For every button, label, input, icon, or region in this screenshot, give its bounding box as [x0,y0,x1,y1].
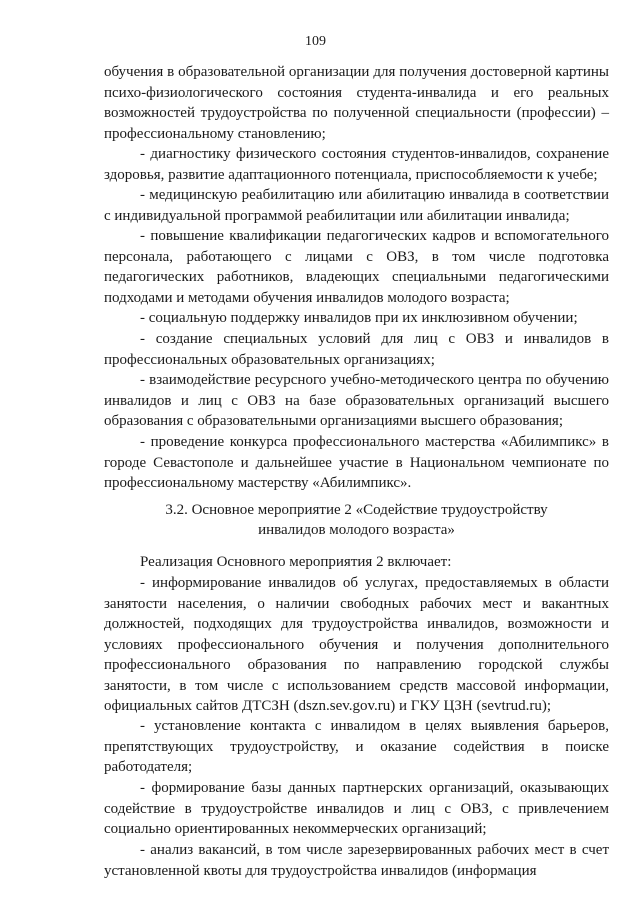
section-heading-line-1: 3.2. Основное мероприятие 2 «Содействие трудоустройству [165,502,548,518]
paragraph-intro: Реализация Основного мероприятия 2 включает: [140,554,452,570]
section-heading-line-2: инвалидов молодого возраста» [258,522,455,538]
list-item-vacancy-analysis: - анализ вакансий, в том числе зарезервированных рабочих мест в счет установленной квоты для трудоустройства инвалидов (информация [104,842,609,879]
paragraph-continuation: обучения в образовательной организации для получения достоверной картины психо-физиологического состояния студента-инвалида и его реальных возможностей трудоустройства по полученной специальности (профессии) – профессиональному становлению; [104,64,609,142]
list-item-abilympics: - проведение конкурса профессионального мастерства «Абилимпикс» в городе Севастополе и дальнейшее участие в Национальном чемпионате по профессиональному мастерству «Абилимпикс». [104,434,609,491]
list-item-partner-database: - формирование базы данных партнерских организаций, оказывающих содействие в трудоустройстве инвалидов и лиц с ОВЗ, с привлечением социально ориентированных некоммерческих организаций; [104,780,609,837]
list-item-informing: - информирование инвалидов об услугах, предоставляемых в области занятости населения, о наличии свободных рабочих мест и вакантных должностей, подходящих для трудоустройства инвалидов, возможности и условиях профессионального обучения и получения дополнительного профессионального образования по направлению городской службы занятости, в том числе с использованием средств массовой информации, официальных сайтов ДТСЗН (dszn.sev.gov.ru) и ГКУ ЦЗН (sevtrud.ru); [104,575,609,714]
page-number: 109 [305,34,326,49]
list-item-special-conditions: - создание специальных условий для лиц с ОВЗ и инвалидов в профессиональных образовательных организациях; [104,331,609,368]
list-item-diagnostics: - диагностику физического состояния студентов-инвалидов, сохранение здоровья, развитие адаптационного потенциала, приспособляемости к учебе; [104,146,609,183]
list-item-staff-qualification: - повышение квалификации педагогических кадров и вспомогательного персонала, работающего с лицами с ОВЗ, в том числе подготовка педагогических работников, владеющих специальными педагогическими подходами и методами обучения инвалидов молодого возраста; [104,228,609,306]
list-item-medical-rehabilitation: - медицинскую реабилитацию или абилитацию инвалида в соответствии с индивидуальной программой реабилитации или абилитации инвалида; [104,187,609,224]
list-item-contact: - установление контакта с инвалидом в целях выявления барьеров, препятствующих трудоустройству, и оказание содействия в поиске работодателя; [104,718,609,775]
list-item-social-support: - социальную поддержку инвалидов при их инклюзивном обучении; [140,310,578,326]
list-item-resource-center: - взаимодействие ресурсного учебно-методического центра по обучению инвалидов и лиц с ОВЗ на базе образовательных организаций высшего образования с образовательными организациями высшего образования; [104,372,609,429]
